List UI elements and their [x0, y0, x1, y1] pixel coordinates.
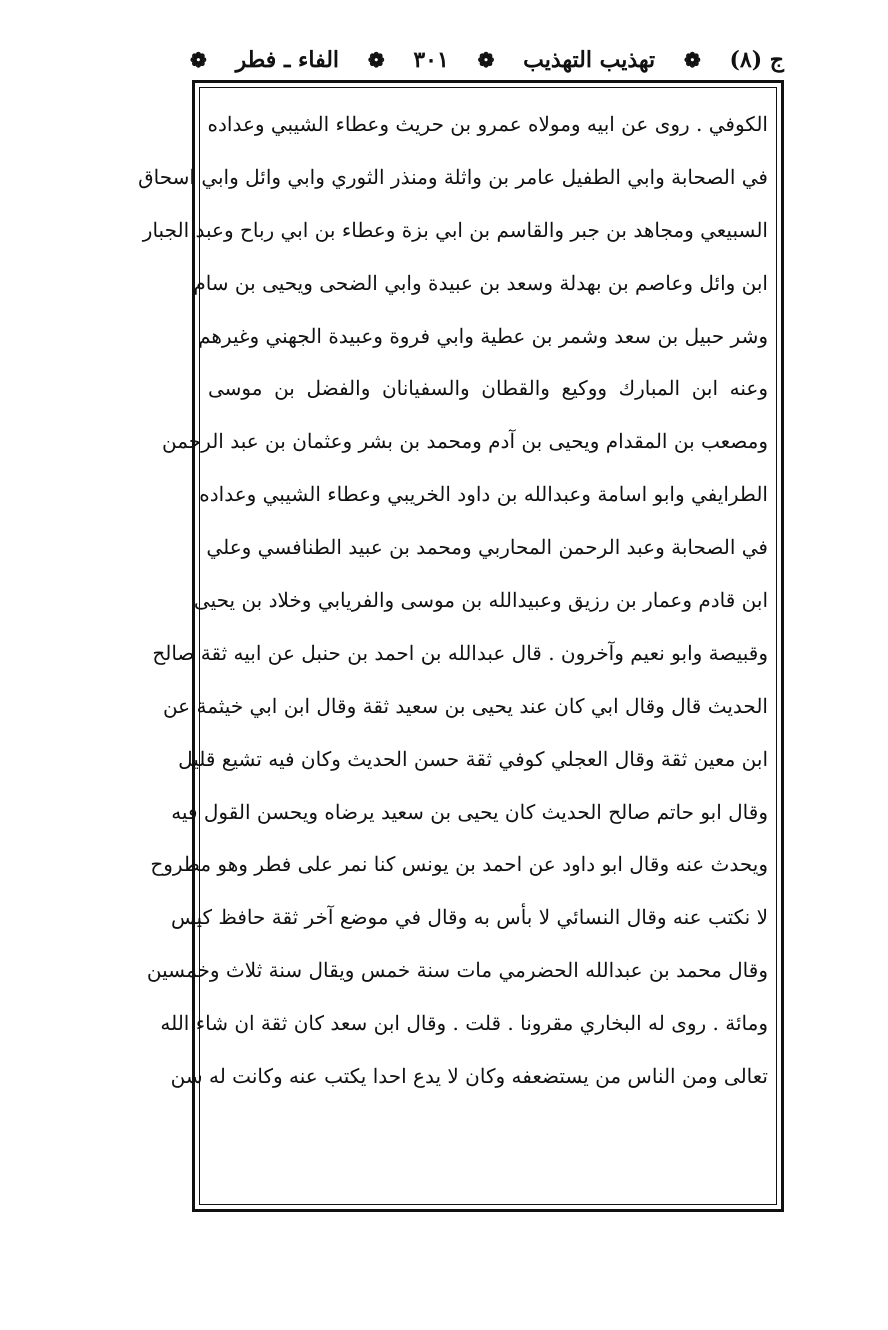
text-line: وقبيصة وابو نعيم وآخرون . قال عبدالله بن احمد بن حنبل عن ابيه ثقة صالح [152, 640, 768, 665]
text-line: تعالى ومن الناس من يستضعفه وكان لا يدع احدا يكتب عنه وكانت له سن [170, 1064, 768, 1089]
ornament-icon: ❁ [477, 48, 495, 72]
text-line: وشر حبيل بن سعد وشمر بن عطية وابي فروة وعبيدة الجهني وغيرهم [198, 323, 768, 348]
text-line: ومائة . روى له البخاري مقرونا . قلت . وقال ابن سعد كان ثقة ان شاء الله [160, 1011, 768, 1036]
text-line: وقال محمد بن عبدالله الحضرمي مات سنة خمس ويقال سنة ثلاث وخمسين [146, 958, 768, 983]
book-title: تهذيب التهذيب [523, 47, 656, 73]
text-line: الكوفي . روى عن ابيه ومولاه عمرو بن حريث وعطاء الشيبي وعداده [207, 112, 768, 136]
section-label: الفاء ـ فطر [235, 47, 340, 73]
text-line: في الصحابة وعبد الرحمن المحاربي ومحمد بن عبيد الطنافسي وعلي [206, 535, 768, 560]
text-line: وقال ابو حاتم صالح الحديث كان يحيى بن سعيد يرضاه ويحسن القول فيه [171, 799, 768, 824]
text-line: ابن قادم وعمار بن رزيق وعبيدالله بن موسى والفريابي وخلاد بن يحيى [193, 588, 768, 613]
ornament-icon: ❁ [367, 48, 385, 72]
page-number: ٣٠١ [413, 47, 449, 73]
text-line: الطرايفي وابو اسامة وعبدالله بن داود الخريبي وعطاء الشيبي وعداده [199, 482, 768, 507]
volume-label: ج (٨) [729, 47, 784, 73]
ornament-icon: ❁ [683, 48, 701, 72]
body-text [138, 98, 768, 1198]
text-line: وعنه ابن المبارك ووكيع والقطان والسفيانان والفضل بن موسى [208, 376, 768, 401]
text-line: السبيعي ومجاهد بن جبر والقاسم بن ابي بزة وعطاء بن ابي رباح وعبد الجبار [142, 217, 768, 242]
text-line: ويحدث عنه وقال ابو داود عن احمد بن يونس كنا نمر على فطر وهو مطروح [150, 852, 768, 877]
text-line: لا نكتب عنه وقال النسائي لا بأس به وقال في موضع آخر ثقة حافظ كيس [170, 905, 768, 930]
text-line: ابن معين ثقة وقال العجلي كوفي ثقة حسن الحديث وكان فيه تشيع قليل [178, 746, 768, 771]
text-line: الحديث قال وقال ابي كان عند يحيى بن سعيد ثقة وقال ابن ابي خيثمة عن [162, 693, 768, 718]
running-header [190, 40, 784, 80]
text-line: في الصحابة وابي الطفيل عامر بن واثلة ومنذر الثوري وابي وائل وابي اسحاق [138, 164, 768, 189]
text-line: ابن وائل وعاصم بن بهدلة وسعد بن عبيدة وابي الضحى ويحيى بن سام [193, 270, 768, 295]
ornament-icon: ❁ [190, 48, 207, 72]
text-line: ومصعب بن المقدام ويحيى بن آدم ومحمد بن بشر وعثمان بن عبد الرحمن [162, 429, 768, 454]
